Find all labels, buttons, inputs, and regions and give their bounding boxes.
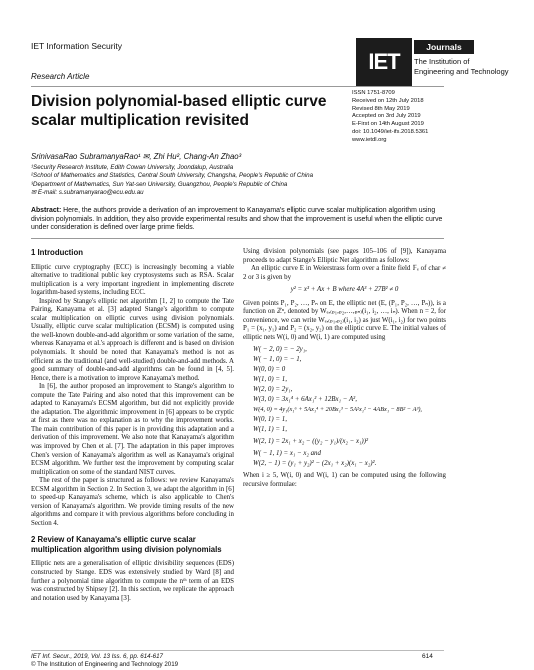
paper-title	[31, 92, 341, 130]
received-date: Received on 12th July 2018	[352, 97, 424, 104]
affiliation-1: ¹Security Research Institute, Edith Cowan University, Joondalup, Australia	[31, 164, 234, 171]
article-type: Research Article	[31, 72, 90, 81]
paper-title-line1: Division polynomial-based elliptic curve	[31, 93, 327, 110]
footer	[31, 653, 178, 669]
equation-line: W(0, 1) = 1,	[253, 415, 287, 423]
paragraph: An elliptic curve E in Weierstrass form over a finite field 𝔽ₑ of char ≠ 2 or 3 is given by	[243, 265, 446, 281]
header-rule	[31, 86, 444, 87]
section-2-heading: 2 Review of Kanayama's elliptic curve scalar multiplication algorithm using division polynomials	[31, 535, 222, 554]
affiliation-2: ²School of Mathematics and Statistics, Central South University, Changsha, People's Republic of China	[31, 172, 314, 180]
paragraph: When i ≥ 5, W(i, 0) and W(i, 1) can be computed using the following recursive formulae:	[243, 472, 446, 488]
author-list: SrinivasaRao SubramanyaRao¹ ✉, Zhi Hu², Chang-An Zhao³	[31, 152, 242, 161]
affiliation-3: ³Department of Mathematics, Sun Yat-sen University, Guangzhou, People's Republic of China	[31, 180, 288, 188]
paragraph: The rest of the paper is structured as follows: we review Kanayama's ECSM algorithm in Section 2. In Section 3, we adapt the algorithm in [6] to speed-up Kanayama's scheme, which is also applicable to Chen's version of Kanayama's algorithm. We provide timing results of the new algorithms and compare it with previous algorithms before concluding in Section 4.	[31, 477, 234, 527]
footer-rule	[31, 650, 444, 651]
journal-name: IET Information Security	[31, 41, 123, 51]
issn: ISSN 1751-8709	[352, 90, 395, 96]
iet-logo	[356, 38, 509, 86]
paragraph: Inspired by Stange's elliptic net algorithm [1, 2] to compute the Tate Pairing, Kanayama et al. [3] adapted Stange's algorithm to compute scalar multiplication on elliptic curves using division polynomials. Usually, elliptic curve scalar multiplication (ECSM) is computed using the well-known double-and-add algorithm or some variation of the same, whereas Kanayama et al.'s approach is different and is based on division polynomials. It should be noted that Kanayama's method is not as efficient as the traditional (and well-studied) double-and-add methods. A good summary of double-and-add algorithms can be found in [4, 5]. Hence, there is a motivation to improve Kanayama's method.	[31, 297, 234, 382]
equation-line: W(1, 1) = 1,	[253, 425, 287, 433]
section-1-heading: 1 Introduction	[31, 248, 83, 257]
footer-citation: IET Inf. Secur., 2019, Vol. 13 Iss. 6, pp. 614-617	[31, 653, 163, 660]
equation-line: W(2, 0) = 2y₁,	[253, 386, 293, 394]
affiliations	[31, 164, 451, 198]
article-metadata	[352, 90, 474, 145]
contact-email[interactable]: ✉ E-mail: s.subramanyarao@ecu.edu.au	[31, 189, 144, 197]
logo-journals-badge: Journals	[414, 40, 474, 54]
right-column	[243, 248, 446, 490]
page-number: 614	[422, 653, 433, 660]
accepted-date: Accepted on 3rd July 2019	[352, 113, 421, 120]
abstract-text: Here, the authors provide a derivation of an improvement to Kanayama's elliptic curve scalar multiplication algorithm using division polynomials. In addition, they also provide experimental results and show that the improvement is useful when the elliptic curve under consideration is defined over large prime fields.	[31, 207, 443, 232]
abstract	[31, 207, 445, 233]
doi-link[interactable]: doi: 10.1049/iet-ifs.2018.5361	[352, 128, 429, 135]
revised-date: Revised 8th May 2019	[352, 105, 410, 112]
logo-institution-line1: The Institution of	[414, 57, 470, 66]
equation-line: W(2, − 1) = (y₁ + y₂)² − (2x₁ + x₂)(x₁ − x₂)².	[253, 459, 377, 467]
paragraph: Using division polynomials (see pages 105–106 of [9]), Kanayama proceeds to adapt Stange's Elliptic Net algorithm as follows:	[243, 248, 446, 264]
abstract-label: Abstract:	[31, 207, 62, 214]
logo-letters: IET	[356, 38, 412, 86]
efirst-date: E-First on 14th August 2019	[352, 121, 424, 128]
paragraph: Elliptic curve cryptography (ECC) is increasingly becoming a viable alternative to traditional public key cryptosystems such as RSA. Scalar multiplication is a very important ingredient in implementing discrete logarithm-based systems, including ECC.	[31, 263, 234, 297]
website-link[interactable]: www.ietdl.org	[352, 136, 387, 143]
equation-line: W(3, 0) = 3x₁⁴ + 6Ax₁² + 12Bx₁ − A²,	[253, 396, 357, 403]
paragraph: In [6], the author proposed an improvement to Stange's algorithm to compute the Tate Pairing and also noted that this improvement can be adapted to Kanayama's ECSM algorithm, but did not explicitly provide the adaptation. The algorithmic improvement in [6] appears to be cryptic at first as there was no explanation as to why the improvement works. The main contribution of this paper is in providing this adaptation and a derivation of this improvement. We also note that Kanayama's algorithm was improved by Chen et al. [7]. The adaptation in this paper improves Chen's version of Kanayama's algorithm as well as Kanayama's original ECSM algorithm. We further test the improvement by computing scalar multiplication on some of the standard NIST curves.	[31, 383, 234, 476]
equation-line: W(0, 0) = 0	[253, 366, 286, 374]
equation-line: W(2, 1) = 2x₁ + x₂ − ((y₂ − y₁)/(x₂ − x₁))²	[253, 437, 369, 445]
equation-line: W( − 1, 1) = x₁ − x₂ and	[253, 449, 321, 457]
left-column	[31, 248, 234, 603]
paragraph: Given points P₁, P₂, …, Pₙ on E, the elliptic net (E, (P₁, P₂, …, Pₙ)), is a function on ℤⁿ, denoted by Wₑ,₍ₚ₁,ₚ₂,…,ₚₙ₎(i₁, i₂, …, iₙ). When n = 2, for convenience, we can write Wₑ,₍ₚ₁,ₚ₂₎(i₁, i₂) as just W(i₁, i₂) for two points P₁ = (x₁, y₁) and P₂ = (x₂, y₂) on the elliptic curve E. The initial values of elliptic nets W(i, 0) and W(i, 1) are computed using	[243, 299, 446, 341]
paragraph: Elliptic nets are a generalisation of elliptic divisibility sequences (EDS) constructed by Stange. EDS was extensively studied by Ward [8] and further a polynomial time algorithm to compute the nᵗʰ term of an EDS was constructed by Shipsey [2]. In this section, we replicate the approach and notation used by Kanayama [3].	[31, 560, 234, 602]
equation-line: W(4, 0) = 4y₁(x₁⁶ + 5Ax₁⁴ + 20Bx₁³ − 5A²x₁² − 4ABx₁ − 8B² − A³),	[253, 405, 423, 413]
paper-title-line2: scalar multiplication revisited	[31, 112, 249, 129]
curve-equation: y² = x³ + Ax + B where 4A³ + 27B² ≠ 0	[290, 286, 399, 294]
equation-line: W( − 1, 0) = − 1,	[253, 356, 302, 364]
equation-line: W( − 2, 0) = − 2y₁,	[253, 346, 307, 354]
abstract-rule	[31, 238, 444, 239]
equation-line: W(1, 0) = 1,	[253, 376, 287, 384]
footer-copyright: © The Institution of Engineering and Technology 2019	[31, 661, 179, 668]
initial-values-equations	[253, 345, 446, 468]
logo-institution-line2: Engineering and Technology	[414, 67, 509, 76]
logo-institution	[414, 57, 534, 77]
